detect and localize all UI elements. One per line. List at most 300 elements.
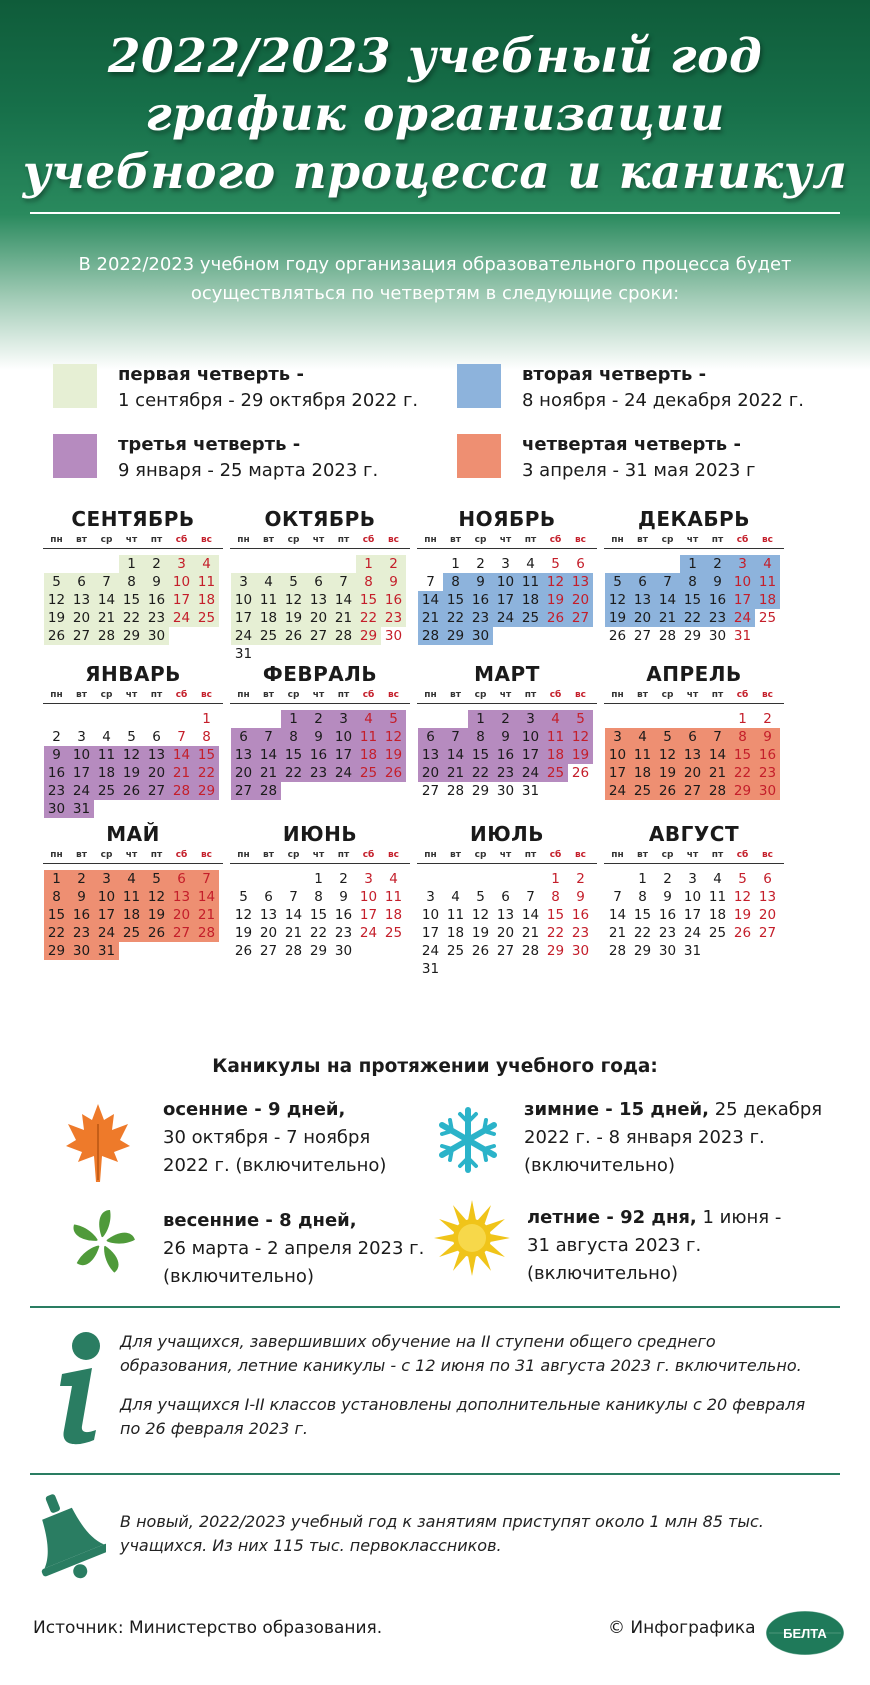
calendar-day: 22 — [119, 609, 144, 627]
calendar-day: 12 — [471, 907, 490, 923]
calendar-day: 14 — [655, 591, 680, 609]
month-name: ФЕВРАЛЬ — [262, 662, 378, 686]
calendar-day: 22 — [546, 925, 565, 941]
weekday-header — [230, 535, 410, 549]
weekday-label: пт — [337, 535, 350, 545]
calendar-day: 27 — [680, 782, 705, 800]
weekday-label: вт — [76, 690, 87, 700]
weekday-label: вт — [263, 690, 274, 700]
calendar-day: 30 — [496, 783, 515, 799]
calendar-day: 5 — [44, 573, 69, 591]
calendar-day: 18 — [708, 907, 727, 923]
calendar-day: 31 — [421, 961, 440, 977]
weekday-label: вт — [263, 535, 274, 545]
weekday-label: пт — [150, 850, 163, 860]
intro-line-2: осуществляться по четвертям в следующие сроки: — [190, 283, 680, 304]
calendar-day: 2 — [763, 711, 772, 727]
calendar-day: 19 — [381, 746, 406, 764]
calendar-day: 27 — [231, 782, 256, 800]
calendar-day: 8 — [44, 888, 69, 906]
calendar-day: 24 — [605, 782, 630, 800]
calendar-day: 8 — [468, 728, 493, 746]
calendar-day: 18 — [119, 906, 144, 924]
weekday-label: чт — [686, 690, 699, 700]
calendar-day: 21 — [443, 764, 468, 782]
calendar-day: 17 — [493, 591, 518, 609]
calendar-day: 8 — [314, 889, 323, 905]
calendar-day: 20 — [568, 591, 593, 609]
calendar-day: 2 — [69, 870, 94, 888]
calendar-day: 4 — [194, 555, 219, 573]
weekday-label: вт — [637, 535, 648, 545]
calendar-day: 20 — [259, 925, 278, 941]
month-name: НОЯБРЬ — [458, 507, 556, 531]
calendar-day: 28 — [521, 943, 540, 959]
calendar-day: 9 — [493, 728, 518, 746]
calendar-day: 6 — [152, 729, 161, 745]
bell-paragraph — [120, 1510, 840, 1558]
calendar-day: 30 — [144, 627, 169, 645]
calendar-day: 16 — [306, 746, 331, 764]
calendar-day: 11 — [708, 889, 727, 905]
weekday-label: пт — [524, 690, 537, 700]
calendar-day: 18 — [755, 591, 780, 609]
calendar-day: 27 — [421, 783, 440, 799]
calendar-day: 4 — [102, 729, 111, 745]
calendar-day: 15 — [281, 746, 306, 764]
weekday-label: вс — [387, 850, 400, 860]
weekday-label: чт — [686, 850, 699, 860]
weekday-label: вс — [200, 850, 213, 860]
weekday-header — [604, 850, 784, 864]
weekday-header — [417, 850, 597, 864]
calendar-day: 21 — [655, 609, 680, 627]
month-name: ИЮЛЬ — [469, 822, 545, 846]
calendar-day: 26 — [119, 782, 144, 800]
calendar-day: 12 — [281, 591, 306, 609]
calendar-day: 25 — [119, 924, 144, 942]
info-p2-line2: по 26 февраля 2023 г. — [120, 1419, 308, 1438]
calendar-day: 2 — [306, 710, 331, 728]
calendar-day: 27 — [69, 627, 94, 645]
calendar-day: 30 — [571, 943, 590, 959]
weekday-label: чт — [125, 850, 138, 860]
calendar-day: 15 — [356, 591, 381, 609]
calendar-month — [230, 507, 410, 662]
calendar-day: 30 — [384, 628, 403, 644]
info-icon — [52, 1330, 108, 1448]
calendar-day: 11 — [119, 888, 144, 906]
calendar-day: 13 — [169, 888, 194, 906]
calendar-day: 15 — [546, 907, 565, 923]
calendar-day: 24 — [421, 943, 440, 959]
calendar-day: 13 — [306, 591, 331, 609]
calendar-day: 3 — [730, 555, 755, 573]
section-divider-2 — [30, 1473, 840, 1475]
calendar-day: 19 — [144, 906, 169, 924]
calendar-day: 12 — [119, 746, 144, 764]
legend-dates-q3: 9 января - 25 марта 2023 г. — [118, 460, 379, 481]
calendar-day: 2 — [705, 555, 730, 573]
calendar-day: 8 — [119, 573, 144, 591]
calendar-day: 26 — [655, 782, 680, 800]
weekday-label: сб — [362, 690, 375, 700]
calendar-day: 22 — [680, 609, 705, 627]
calendar-day: 27 — [568, 609, 593, 627]
weekday-header — [43, 690, 223, 704]
weekday-label: вс — [761, 850, 774, 860]
weekday-header — [230, 690, 410, 704]
calendar-day: 7 — [194, 870, 219, 888]
belta-logo — [765, 1610, 845, 1656]
calendar-day: 4 — [256, 573, 281, 591]
holiday-winter — [524, 1096, 854, 1180]
calendar-day: 18 — [384, 907, 403, 923]
calendar-day: 19 — [281, 609, 306, 627]
calendar-day: 21 — [284, 925, 303, 941]
legend-swatch-q3 — [53, 434, 97, 478]
weekday-header — [43, 535, 223, 549]
legend-swatch-q4 — [457, 434, 501, 478]
calendar-day: 28 — [658, 628, 677, 644]
infographic-credit: © Инфографика — [608, 1618, 756, 1638]
calendar-day: 6 — [576, 556, 585, 572]
calendar-day: 26 — [471, 943, 490, 959]
calendar-day: 29 — [44, 942, 69, 960]
holiday-spring-title: весенние - 8 дней, — [163, 1210, 357, 1231]
holiday-winter-note: (включительно) — [524, 1155, 675, 1176]
weekday-label: пт — [337, 690, 350, 700]
calendar-day: 13 — [418, 746, 443, 764]
calendar-day: 17 — [94, 906, 119, 924]
calendar-day: 7 — [331, 573, 356, 591]
calendar-day: 17 — [331, 746, 356, 764]
weekday-label: вт — [263, 850, 274, 860]
calendar-day: 24 — [518, 764, 543, 782]
calendar-day: 19 — [44, 609, 69, 627]
weekday-label: вт — [450, 535, 461, 545]
calendar-day: 1 — [314, 871, 323, 887]
calendar-day: 19 — [733, 907, 752, 923]
calendar-day: 31 — [234, 646, 253, 662]
calendar-day: 8 — [443, 573, 468, 591]
calendar-day: 14 — [608, 907, 627, 923]
calendar-day: 7 — [94, 573, 119, 591]
calendar-day: 11 — [194, 573, 219, 591]
legend-name-q3: третья четверть - — [118, 434, 301, 455]
calendar-day: 17 — [421, 925, 440, 941]
calendar-day: 14 — [331, 591, 356, 609]
calendar-day: 14 — [194, 888, 219, 906]
calendar-day: 15 — [633, 907, 652, 923]
calendar-day: 14 — [418, 591, 443, 609]
weekday-label: ср — [100, 850, 113, 860]
calendar-day: 10 — [730, 573, 755, 591]
calendar-day: 2 — [493, 710, 518, 728]
calendar-day: 20 — [680, 764, 705, 782]
calendar-day: 5 — [127, 729, 136, 745]
calendar-month — [417, 507, 597, 657]
section-divider-1 — [30, 1306, 840, 1308]
weekday-label: чт — [312, 535, 325, 545]
title-line-2: график организации — [145, 87, 725, 142]
calendar-day: 3 — [501, 556, 510, 572]
calendar-day: 7 — [655, 573, 680, 591]
calendar-day: 28 — [331, 627, 356, 645]
calendar-day: 8 — [551, 889, 560, 905]
calendar-day: 27 — [758, 925, 777, 941]
weekday-label: пн — [237, 535, 250, 545]
calendar-day: 23 — [468, 609, 493, 627]
calendar-day: 23 — [44, 782, 69, 800]
calendar-day: 1 — [738, 711, 747, 727]
info-p1-line1: Для учащихся, завершивших обучение на II ступени общего среднего — [120, 1332, 716, 1351]
calendar-day: 2 — [381, 555, 406, 573]
calendar-day: 1 — [680, 555, 705, 573]
weekday-label: пн — [424, 850, 437, 860]
calendar-day: 21 — [94, 609, 119, 627]
calendar-day: 9 — [705, 573, 730, 591]
weekday-header — [604, 535, 784, 549]
month-name: АПРЕЛЬ — [646, 662, 742, 686]
weekday-label: чт — [125, 690, 138, 700]
calendar-day: 15 — [730, 746, 755, 764]
calendar-day: 22 — [730, 764, 755, 782]
calendar-day: 31 — [683, 943, 702, 959]
weekday-label: вт — [76, 535, 87, 545]
weekday-label: чт — [686, 535, 699, 545]
month-name: ОКТЯБРЬ — [264, 507, 376, 531]
calendar-day: 10 — [518, 728, 543, 746]
calendar-day: 19 — [471, 925, 490, 941]
calendar-day: 26 — [733, 925, 752, 941]
calendar-day: 4 — [713, 871, 722, 887]
calendar-day: 18 — [94, 764, 119, 782]
calendar-day: 5 — [381, 710, 406, 728]
calendar-day: 18 — [256, 609, 281, 627]
calendar-day: 11 — [94, 746, 119, 764]
weekday-label: ср — [661, 535, 674, 545]
holiday-summer-title: летние - 92 дня, — [527, 1207, 697, 1228]
legend-dates-q1: 1 сентября - 29 октября 2022 г. — [118, 390, 419, 411]
calendar-month — [604, 662, 784, 812]
calendar-day: 25 — [543, 764, 568, 782]
calendar-day: 19 — [655, 764, 680, 782]
calendar-day: 21 — [418, 609, 443, 627]
weekday-label: чт — [125, 535, 138, 545]
calendar-day: 23 — [334, 925, 353, 941]
calendar-day: 26 — [44, 627, 69, 645]
weekday-label: пт — [524, 850, 537, 860]
weekday-header — [417, 535, 597, 549]
calendar-day: 18 — [630, 764, 655, 782]
calendar-day: 22 — [356, 609, 381, 627]
calendar-day: 23 — [658, 925, 677, 941]
legend-dates-q4: 3 апреля - 31 мая 2023 г — [522, 460, 756, 481]
calendar-day: 10 — [169, 573, 194, 591]
calendar-day: 1 — [468, 710, 493, 728]
calendar-day: 20 — [758, 907, 777, 923]
calendar-day: 13 — [630, 591, 655, 609]
weekday-label: пн — [237, 690, 250, 700]
calendar-day: 14 — [284, 907, 303, 923]
calendar-day: 26 — [608, 628, 627, 644]
calendar-day: 17 — [518, 746, 543, 764]
calendar-day: 5 — [239, 889, 248, 905]
calendar-day: 2 — [52, 729, 61, 745]
weekday-label: сб — [736, 850, 749, 860]
calendar-month — [43, 507, 223, 657]
weekday-label: ср — [661, 690, 674, 700]
calendar-day: 1 — [119, 555, 144, 573]
calendar-day: 17 — [69, 764, 94, 782]
calendar-day: 7 — [256, 728, 281, 746]
weekday-label: вс — [387, 690, 400, 700]
calendar-day: 7 — [613, 889, 622, 905]
calendar-day: 14 — [169, 746, 194, 764]
calendar-day: 14 — [94, 591, 119, 609]
calendar-day: 16 — [44, 764, 69, 782]
calendar-day: 18 — [356, 746, 381, 764]
calendar-day: 31 — [521, 783, 540, 799]
calendar-day: 22 — [194, 764, 219, 782]
calendar-day: 24 — [730, 609, 755, 627]
calendar-day: 24 — [493, 609, 518, 627]
calendar-day: 18 — [194, 591, 219, 609]
calendar-day: 17 — [169, 591, 194, 609]
holiday-autumn-note: 2022 г. (включительно) — [163, 1155, 387, 1176]
calendar-month — [604, 822, 784, 972]
calendar-day: 11 — [518, 573, 543, 591]
calendar-day: 16 — [468, 591, 493, 609]
calendar-day: 23 — [705, 609, 730, 627]
holiday-summer-start: 1 июня - — [696, 1207, 782, 1228]
calendar-day: 26 — [281, 627, 306, 645]
weekday-label: пн — [424, 535, 437, 545]
holiday-summer-dates: 31 августа 2023 г. — [527, 1235, 702, 1256]
calendar-day: 25 — [518, 609, 543, 627]
calendar-day: 2 — [339, 871, 348, 887]
calendar-day: 20 — [496, 925, 515, 941]
calendar-day: 12 — [543, 573, 568, 591]
calendar-day: 9 — [381, 573, 406, 591]
calendar-day: 6 — [630, 573, 655, 591]
intro-text — [40, 250, 830, 308]
holiday-winter-title: зимние - 15 дней, — [524, 1099, 709, 1120]
calendar-day: 22 — [633, 925, 652, 941]
calendar-day: 26 — [234, 943, 253, 959]
weekday-label: сб — [736, 690, 749, 700]
calendar-day: 16 — [144, 591, 169, 609]
sun-icon — [432, 1198, 512, 1278]
calendar-day: 25 — [356, 764, 381, 782]
calendar-day: 26 — [381, 764, 406, 782]
bell-line1: В новый, 2022/2023 учебный год к занятиям приступят около 1 млн 85 тыс. — [120, 1512, 764, 1531]
calendar-day: 23 — [381, 609, 406, 627]
calendar-day: 10 — [421, 907, 440, 923]
calendar-day: 10 — [359, 889, 378, 905]
calendar-day: 28 — [256, 782, 281, 800]
holiday-spring-dates: 26 марта - 2 апреля 2023 г. — [163, 1238, 425, 1259]
weekday-label: вс — [574, 535, 587, 545]
calendar-day: 16 — [705, 591, 730, 609]
calendar-day: 10 — [683, 889, 702, 905]
calendar-day: 24 — [169, 609, 194, 627]
weekday-label: сб — [175, 535, 188, 545]
calendar-day: 25 — [446, 943, 465, 959]
weekday-header — [604, 690, 784, 704]
calendar-day: 21 — [169, 764, 194, 782]
calendar-day: 6 — [264, 889, 273, 905]
calendar-day: 4 — [451, 889, 460, 905]
info-p2-line1: Для учащихся I-II классов установлены дополнительные каникулы с 20 февраля — [120, 1395, 806, 1414]
info-paragraph-2 — [120, 1393, 840, 1441]
calendar-day: 7 — [705, 728, 730, 746]
holiday-autumn-title: осенние - 9 дней, — [163, 1099, 346, 1120]
weekday-label: чт — [499, 535, 512, 545]
calendar-day: 22 — [281, 764, 306, 782]
calendar-day: 6 — [418, 728, 443, 746]
weekday-label: сб — [549, 535, 562, 545]
weekday-label: сб — [736, 535, 749, 545]
calendar-day: 6 — [501, 889, 510, 905]
calendar-day: 29 — [356, 627, 381, 645]
calendar-day: 13 — [758, 889, 777, 905]
calendar-day: 13 — [568, 573, 593, 591]
calendar-day: 3 — [77, 729, 86, 745]
calendar-day: 15 — [468, 746, 493, 764]
calendar-day: 14 — [521, 907, 540, 923]
weekday-label: сб — [175, 850, 188, 860]
calendar-month — [230, 822, 410, 972]
calendar-day: 21 — [521, 925, 540, 941]
calendar-day: 7 — [526, 889, 535, 905]
calendar-day: 25 — [194, 609, 219, 627]
bell-icon — [26, 1488, 106, 1584]
weekday-label: вс — [387, 535, 400, 545]
calendar-day: 16 — [658, 907, 677, 923]
weekday-label: ср — [100, 535, 113, 545]
calendar-day: 28 — [169, 782, 194, 800]
calendar-day: 4 — [755, 555, 780, 573]
calendar-month — [43, 662, 223, 817]
calendar-day: 13 — [69, 591, 94, 609]
weekday-label: пт — [711, 690, 724, 700]
holiday-autumn-dates: 30 октября - 7 ноября — [163, 1127, 371, 1148]
calendar-day: 8 — [638, 889, 647, 905]
calendar-day: 15 — [309, 907, 328, 923]
calendar-day: 3 — [688, 871, 697, 887]
calendar-day: 11 — [543, 728, 568, 746]
belta-logo-text: БЕЛТА — [783, 1626, 827, 1641]
calendar-month — [43, 822, 223, 972]
calendar-day: 12 — [144, 888, 169, 906]
calendar-day: 30 — [334, 943, 353, 959]
calendar-day: 17 — [359, 907, 378, 923]
calendar-day: 21 — [705, 764, 730, 782]
weekday-label: ср — [661, 850, 674, 860]
weekday-label: сб — [549, 850, 562, 860]
holiday-summer — [527, 1204, 847, 1288]
holiday-spring — [163, 1207, 463, 1291]
month-name: СЕНТЯБРЬ — [71, 507, 195, 531]
calendar-day: 23 — [571, 925, 590, 941]
calendar-day: 14 — [705, 746, 730, 764]
calendar-day: 29 — [633, 943, 652, 959]
calendar-month — [417, 822, 597, 977]
calendar-day: 18 — [446, 925, 465, 941]
weekday-label: вс — [761, 535, 774, 545]
